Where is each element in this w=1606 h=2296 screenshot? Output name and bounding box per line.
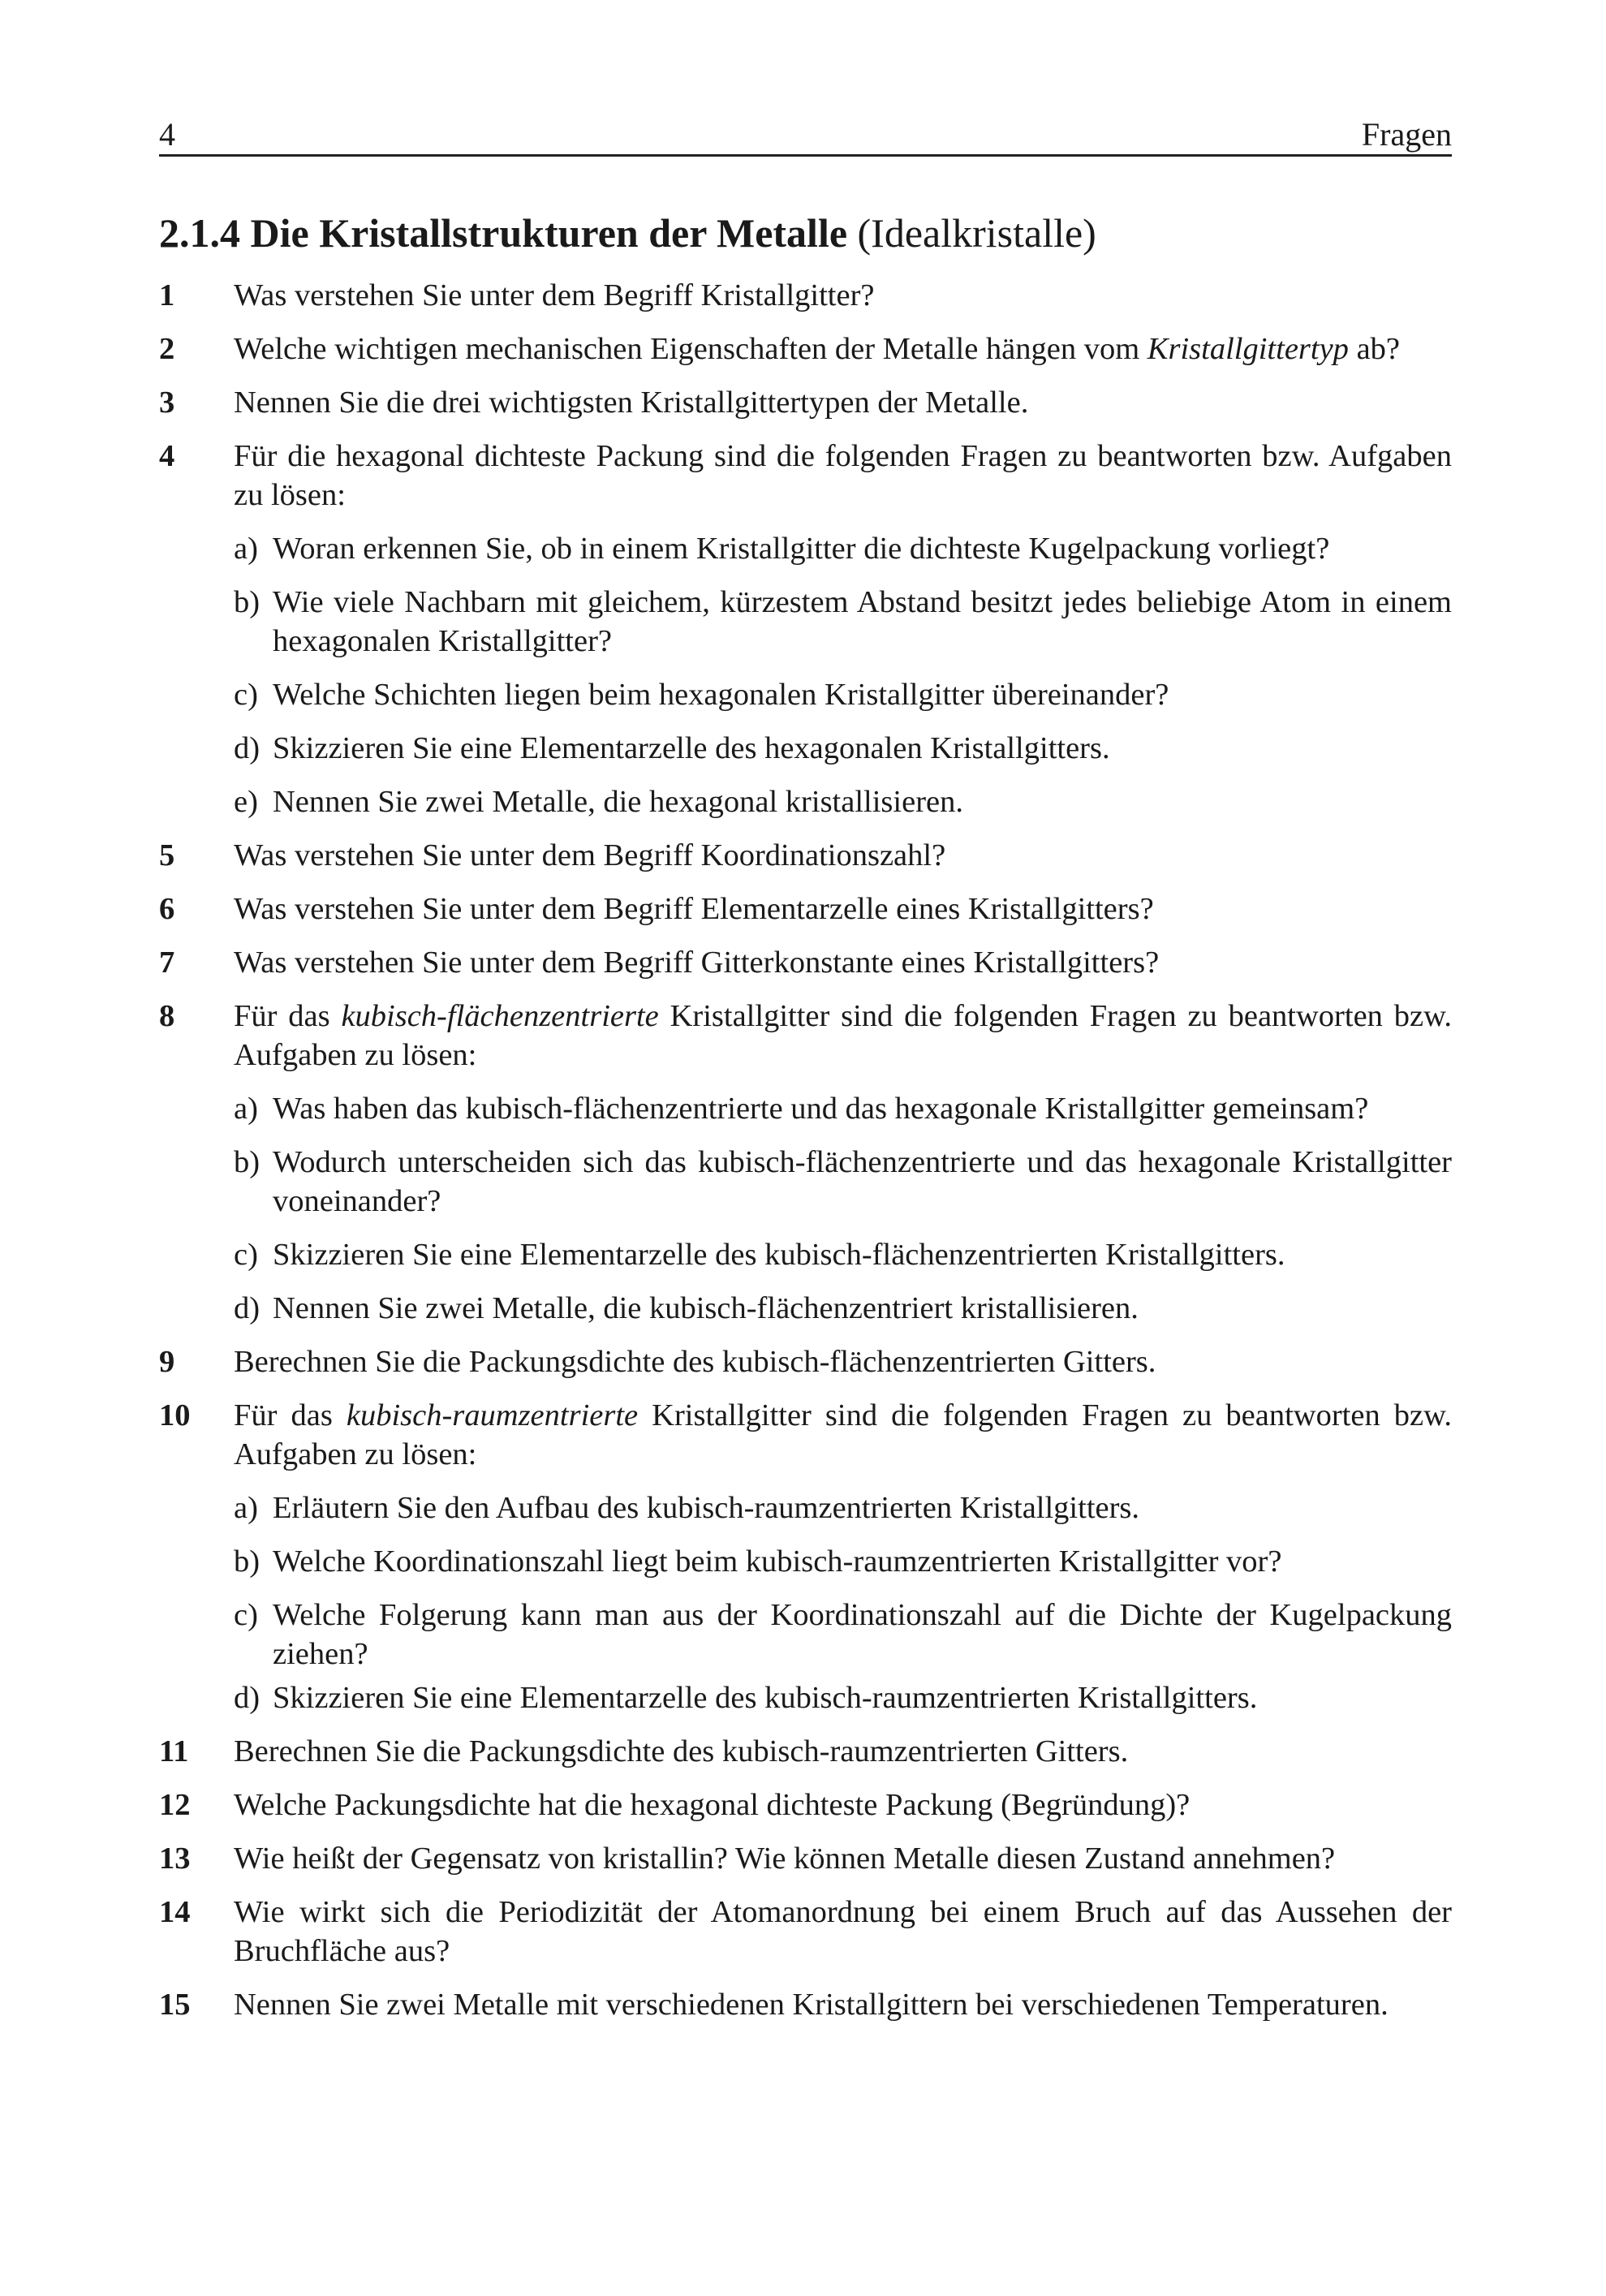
question-content: [234, 997, 1452, 1328]
emphasis-term: Kristallgittertyp: [1147, 332, 1349, 366]
question-item: [159, 1893, 1452, 1971]
question-text: [234, 330, 1452, 368]
sub-question-text: Welche Schichten liegen beim hexagonalen Kristallgitter übereinander?: [273, 678, 1169, 712]
sub-question: [234, 1678, 1452, 1717]
sub-question: [234, 1488, 1452, 1527]
question-text: Wie wirkt sich die Periodizität der Atomanordnung bei einem Bruch auf das Aussehen der Bruchfläche aus?: [234, 1895, 1452, 1968]
question-number: 11: [159, 1734, 189, 1768]
sub-question-list: [234, 529, 1452, 821]
question-number: 6: [159, 892, 175, 926]
page-header: [159, 112, 1452, 157]
question-item: [159, 943, 1452, 982]
question-item: [159, 1342, 1452, 1381]
question-item: [159, 1732, 1452, 1771]
question-text: Nennen Sie zwei Metalle mit verschiedenen Kristallgittern bei verschiedenen Temperaturen.: [234, 1988, 1389, 2022]
question-number: 15: [159, 1988, 191, 2022]
question-item: [159, 437, 1452, 821]
question-text: Was verstehen Sie unter dem Begriff Gitterkonstante eines Kristallgitters?: [234, 946, 1160, 980]
sub-question-label: c): [234, 1598, 258, 1632]
sub-question-label: b): [234, 1544, 260, 1579]
question-text-part: Kristallgitter sind die folgenden Fragen zu beantworten bzw. Aufgaben zu lösen:: [234, 999, 1452, 1072]
running-head: Fragen: [1361, 116, 1452, 153]
question-number: 10: [159, 1398, 191, 1432]
question-item: [159, 1786, 1452, 1824]
sub-question-text: Welche Koordinationszahl liegt beim kubisch-raumzentrierten Kristallgitter vor?: [273, 1544, 1282, 1579]
question-text: Welche Packungsdichte hat die hexagonal dichteste Packung (Begründung)?: [234, 1788, 1191, 1822]
sub-question-text: Welche Folgerung kann man aus der Koordinationszahl auf die Dichte der Kugelpackung ziehen?: [273, 1598, 1452, 1671]
question-number: 4: [159, 439, 175, 473]
question-text-part: Für das: [234, 999, 342, 1033]
sub-question-label: b): [234, 1145, 260, 1179]
question-content: [234, 1396, 1452, 1717]
question-text-part: ab?: [1348, 332, 1400, 366]
section-number: 2.1.4: [159, 210, 240, 256]
sub-question-text: Erläutern Sie den Aufbau des kubisch-raumzentrierten Kristallgitters.: [273, 1491, 1140, 1525]
sub-question-text: Woran erkennen Sie, ob in einem Kristallgitter die dichteste Kugelpackung vorliegt?: [273, 532, 1330, 566]
sub-question-text: Was haben das kubisch-flächenzentrierte und das hexagonale Kristallgitter gemeinsam?: [273, 1092, 1369, 1126]
sub-question: [234, 1089, 1452, 1128]
sub-question-text: Skizzieren Sie eine Elementarzelle des hexagonalen Kristallgitters.: [273, 731, 1110, 765]
question-item: [159, 276, 1452, 315]
sub-question-label: d): [234, 1291, 260, 1325]
question-number: 12: [159, 1788, 191, 1822]
sub-question: [234, 782, 1452, 821]
question-text: [234, 1396, 1452, 1474]
question-number: 13: [159, 1842, 191, 1876]
question-item: [159, 330, 1452, 368]
sub-question: [234, 529, 1452, 568]
question-item: [159, 1985, 1452, 2024]
emphasis-term: kubisch-flächenzentrierte: [341, 999, 659, 1033]
sub-question: [234, 1542, 1452, 1581]
sub-question-label: a): [234, 532, 258, 566]
question-item: [159, 1839, 1452, 1878]
sub-question-label: c): [234, 678, 258, 712]
sub-question-text: Nennen Sie zwei Metalle, die kubisch-flächenzentriert kristallisieren.: [273, 1291, 1139, 1325]
question-number: 2: [159, 332, 175, 366]
question-text: Was verstehen Sie unter dem Begriff Kristallgitter?: [234, 278, 875, 312]
section-title: Die Kristallstrukturen der Metalle: [250, 210, 848, 256]
emphasis-term: kubisch-raumzentrierte: [346, 1398, 639, 1432]
question-item: [159, 1396, 1452, 1717]
question-text: Was verstehen Sie unter dem Begriff Elementarzelle eines Kristallgitters?: [234, 892, 1154, 926]
sub-question-label: e): [234, 785, 258, 819]
question-number: 9: [159, 1345, 175, 1379]
sub-question-text: Skizzieren Sie eine Elementarzelle des kubisch-raumzentrierten Kristallgitters.: [273, 1681, 1258, 1715]
question-item: [159, 836, 1452, 875]
question-text: Wie heißt der Gegensatz von kristallin? Wie können Metalle diesen Zustand annehmen?: [234, 1842, 1336, 1876]
question-text: Was verstehen Sie unter dem Begriff Koordinationszahl?: [234, 838, 946, 872]
question-number: 1: [159, 278, 175, 312]
sub-question: [234, 729, 1452, 768]
sub-question-text: Nennen Sie zwei Metalle, die hexagonal kristallisieren.: [273, 785, 963, 819]
sub-question-label: b): [234, 585, 260, 619]
page-number: 4: [159, 116, 175, 153]
question-number: 14: [159, 1895, 191, 1929]
sub-question-label: c): [234, 1238, 258, 1272]
question-text: Für die hexagonal dichteste Packung sind die folgenden Fragen zu beantworten bzw. Aufgaben zu lösen:: [234, 439, 1452, 512]
section-heading: [159, 209, 1096, 256]
sub-question: [234, 1235, 1452, 1274]
section-subtitle: (Idealkristalle): [857, 210, 1096, 256]
question-text: Berechnen Sie die Packungsdichte des kubisch-flächenzentrierten Gitters.: [234, 1345, 1156, 1379]
sub-question: [234, 583, 1452, 661]
sub-question-text: Wodurch unterscheiden sich das kubisch-flächenzentrierte und das hexagonale Kristallgitter voneinander?: [273, 1145, 1452, 1218]
question-item: [159, 890, 1452, 928]
question-text: Nennen Sie die drei wichtigsten Kristallgittertypen der Metalle.: [234, 386, 1029, 420]
sub-question-label: d): [234, 731, 260, 765]
sub-question-list: [234, 1488, 1452, 1717]
question-item: [159, 383, 1452, 422]
question-text-part: Welche wichtigen mechanischen Eigenschaften der Metalle hängen vom: [234, 332, 1147, 366]
sub-question: [234, 1143, 1452, 1221]
sub-question-label: a): [234, 1491, 258, 1525]
question-text: Berechnen Sie die Packungsdichte des kubisch-raumzentrierten Gitters.: [234, 1734, 1129, 1768]
question-number: 8: [159, 999, 175, 1033]
sub-question-text: Wie viele Nachbarn mit gleichem, kürzestem Abstand besitzt jedes beliebige Atom in einem hexagonalen Kristallgitter?: [273, 585, 1452, 658]
sub-question-text: Skizzieren Sie eine Elementarzelle des kubisch-flächenzentrierten Kristallgitters.: [273, 1238, 1285, 1272]
sub-question: [234, 1596, 1452, 1674]
question-number: 7: [159, 946, 175, 980]
question-number: 5: [159, 838, 175, 872]
question-text: [234, 997, 1452, 1075]
sub-question: [234, 675, 1452, 714]
question-item: [159, 997, 1452, 1328]
sub-question-label: a): [234, 1092, 258, 1126]
question-number: 3: [159, 386, 175, 420]
sub-question-label: d): [234, 1681, 260, 1715]
sub-question: [234, 1289, 1452, 1328]
sub-question-list: [234, 1089, 1452, 1328]
question-text-part: Für das: [234, 1398, 347, 1432]
question-content: [234, 437, 1452, 821]
question-text-part: Kristallgitter sind die folgenden Fragen zu beantworten bzw. Aufgaben zu lösen:: [234, 1398, 1452, 1471]
question-list: [159, 276, 1452, 2039]
